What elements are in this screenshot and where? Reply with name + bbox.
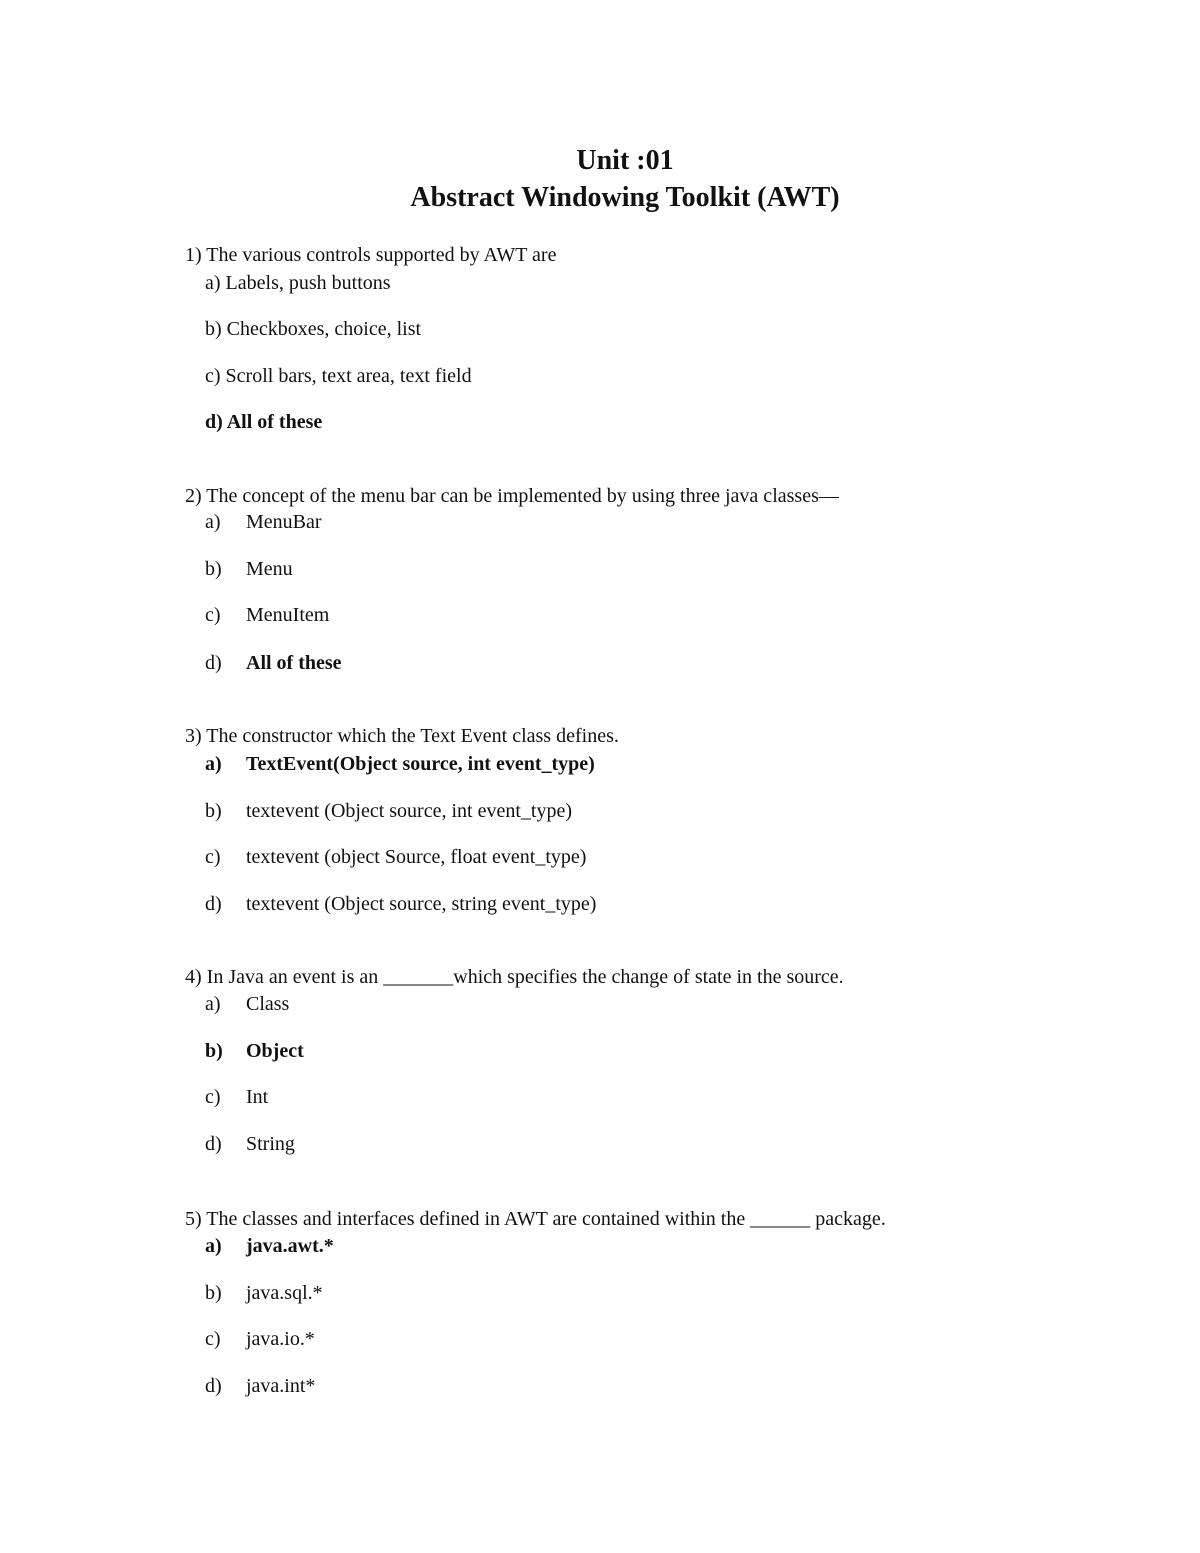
- option-text: Menu: [246, 558, 293, 580]
- option-label: b): [205, 558, 222, 580]
- option-text: Labels, push buttons: [225, 272, 391, 294]
- question-5: 5) The classes and interfaces defined in AWT are contained within the ______ package.: [185, 1208, 886, 1230]
- q1-option-b: [205, 316, 421, 342]
- question-2: 2) The concept of the menu bar can be implemented by using three java classes—: [185, 485, 839, 507]
- option-text: Object: [246, 1040, 304, 1062]
- option-label: a): [205, 272, 221, 294]
- option-label: a): [205, 1235, 222, 1257]
- option-label: d): [205, 1375, 222, 1397]
- option-label: b): [205, 1282, 222, 1304]
- question-1: 1) The various controls supported by AWT are: [185, 244, 557, 266]
- option-text: MenuItem: [246, 604, 330, 626]
- option-label: d): [205, 1133, 222, 1155]
- unit-title: Unit :01: [576, 145, 674, 176]
- option-text: java.sql.*: [246, 1282, 323, 1304]
- option-label: a): [205, 993, 221, 1015]
- option-label: a): [205, 753, 222, 775]
- option-label: b): [205, 800, 222, 822]
- option-label: b): [205, 1040, 223, 1062]
- option-text: textevent (Object source, int event_type): [246, 800, 572, 822]
- option-text: Scroll bars, text area, text field: [225, 365, 472, 387]
- option-text: String: [246, 1133, 295, 1155]
- option-text: java.int*: [246, 1375, 316, 1397]
- option-text: Checkboxes, choice, list: [226, 318, 422, 340]
- option-label: c): [205, 1086, 221, 1108]
- question-4: 4) In Java an event is an _______which specifies the change of state in the source.: [185, 966, 844, 988]
- q1-option-c: [205, 363, 472, 389]
- option-text: textevent (object Source, float event_type): [246, 846, 587, 868]
- option-text: Int: [246, 1086, 269, 1108]
- page-title: Abstract Windowing Toolkit (AWT): [410, 182, 840, 213]
- option-label: a): [205, 511, 221, 533]
- option-label: c): [205, 1328, 221, 1350]
- question-3: 3) The constructor which the Text Event class defines.: [185, 725, 619, 747]
- option-text: MenuBar: [246, 511, 322, 533]
- option-text: java.io.*: [246, 1328, 315, 1350]
- option-label: c): [205, 365, 221, 387]
- option-text: Class: [246, 993, 290, 1015]
- option-label: b): [205, 318, 222, 340]
- option-label: c): [205, 846, 221, 868]
- option-text: All of these: [246, 652, 342, 674]
- q1-option-a: [205, 270, 391, 296]
- q1-option-d-answer: [205, 409, 322, 435]
- option-text: TextEvent(Object source, int event_type): [246, 753, 595, 775]
- option-label: c): [205, 604, 221, 626]
- option-text: textevent (Object source, string event_type): [246, 893, 597, 915]
- option-text: java.awt.*: [246, 1235, 334, 1257]
- option-label: d): [205, 893, 222, 915]
- option-text: All of these: [226, 411, 323, 433]
- option-label: d): [205, 652, 222, 674]
- option-label: d): [205, 411, 223, 433]
